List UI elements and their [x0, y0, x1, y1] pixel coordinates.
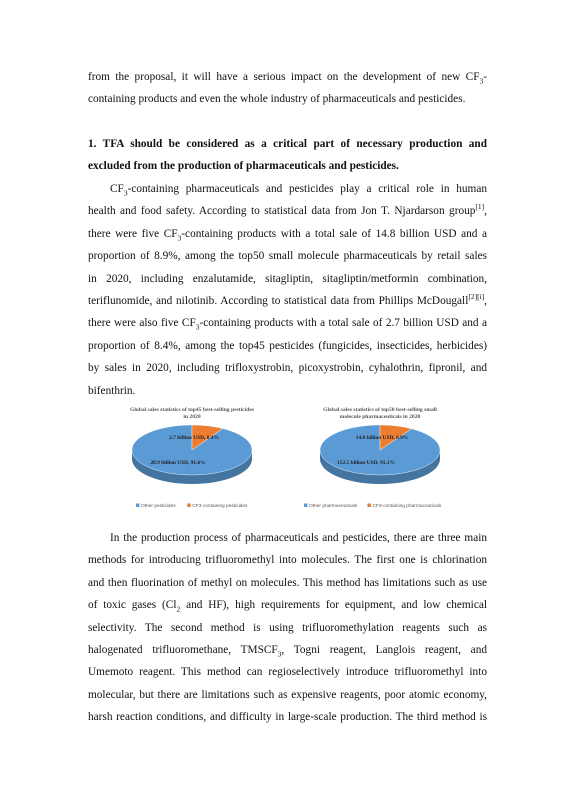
- citation: [1]: [475, 202, 485, 212]
- data-label-other: 28.9 billion USD, 91.6%: [150, 460, 206, 466]
- legend-label: Other pharmaceuticals: [309, 504, 358, 509]
- heading-line: excluded from the production of pharmaceuticals and pesticides.: [88, 160, 399, 173]
- body-paragraph-2: [88, 527, 487, 729]
- chart-title: Global sales statistics of top50 best-selling small: [323, 407, 437, 413]
- text-line: health and food safety. According to statistical data from Jon T. Njardarson group[1],: [88, 202, 487, 218]
- text-line: methods for introducing trifluoromethyl into molecules. The first one is chlorination: [88, 554, 487, 567]
- legend-label: Other pesticides: [141, 504, 176, 509]
- text-line: from the proposal, it will have a serious impact on the development of new $CF_3-$: [88, 71, 487, 86]
- pesticides-pie-chart: [112, 403, 272, 520]
- chart-title: molecule pharmaceuticals in 2020: [339, 414, 421, 420]
- text-line: in 2020, including enzalutamide, sitagliptin, sitagliptin/metformin combination,: [88, 272, 487, 285]
- text-line: proportion of 8.9%, among the top50 small molecule pharmaceuticals by retail sales: [88, 250, 487, 263]
- heading-line: 1. TFA should be considered as a critical part of necessary production and: [88, 138, 487, 150]
- text-line: teriflunomide, and nilotinib. According to statistical data from Phillips McDougall[2][i],: [88, 292, 487, 308]
- pharmaceuticals-pie-svg: [300, 403, 460, 515]
- data-label-cf3: 2.7 billion USD, 8.4%: [169, 435, 219, 441]
- text-line: there were also five $CF_3$-containing products with a total sale of 2.7 billion USD and a: [88, 317, 487, 332]
- chart-title: Global sales statistics of top45 best-selling pesticides: [130, 407, 254, 413]
- text-line: bifenthrin.: [88, 384, 136, 397]
- body-paragraph-1: [88, 178, 487, 402]
- pesticides-pie-svg: [112, 403, 272, 515]
- text-line: there were five $CF_3$-containing products with a total sale of 14.8 billion USD and a: [88, 227, 487, 243]
- text-line: $CF_3$-containing pharmaceuticals and pesticides play a critical role in human: [110, 183, 487, 198]
- text-line: Umemoto reagent. This method can regioselectively introduce trifluoromethyl into: [88, 666, 487, 679]
- text-line: halogenated trifluoromethane, $TMSCF_3$, Togni reagent, Langlois reagent, and: [88, 644, 487, 659]
- data-label-other: 152.5 billion USD, 91.1%: [337, 460, 395, 466]
- text-line: containing products and even the whole industry of pharmaceuticals and pesticides.: [88, 93, 466, 106]
- intro-paragraph: [88, 66, 487, 111]
- pharmaceuticals-pie-chart: [300, 403, 460, 520]
- citation: [2][i]: [468, 292, 485, 302]
- sales-pie-charts-figure: [112, 403, 462, 515]
- legend-swatch: [187, 504, 191, 508]
- chart-title: in 2020: [183, 414, 201, 420]
- section-heading: [88, 133, 487, 178]
- data-label-cf3: 14.8 billion USD, 8.9%: [355, 435, 409, 441]
- text-line: proportion of 8.4%, among the top45 pesticides (fungicides, insecticides, herbicides): [88, 339, 487, 352]
- legend-label: CF3-containing pharmaceuticals: [372, 504, 442, 509]
- text-line: harsh reaction conditions, and difficulty in large-scale production. The third method is: [88, 711, 487, 724]
- text-line: of toxic gases ($Cl_2$ and HF), high requirements for equipment, and low chemical: [88, 599, 487, 614]
- legend-swatch: [304, 504, 308, 508]
- legend-swatch: [367, 504, 371, 508]
- text-line: by sales in 2020, including trifloxystrobin, picoxystrobin, cyhalothrin, fipronil, and: [88, 362, 487, 375]
- legend-label: CF3-containing pesticides: [192, 504, 248, 509]
- text-line: and then fluorination of methyl on molecules. This method has limitations such as use: [88, 576, 487, 589]
- text-line: In the production process of pharmaceuticals and pesticides, there are three main: [110, 532, 487, 544]
- text-line: molecular, but there are limitations such as expensive reagents, poor atomic economy,: [88, 688, 487, 701]
- legend-swatch: [136, 504, 140, 508]
- text-line: selectivity. The second method is using trifluoromethylation reagents such as: [88, 621, 487, 634]
